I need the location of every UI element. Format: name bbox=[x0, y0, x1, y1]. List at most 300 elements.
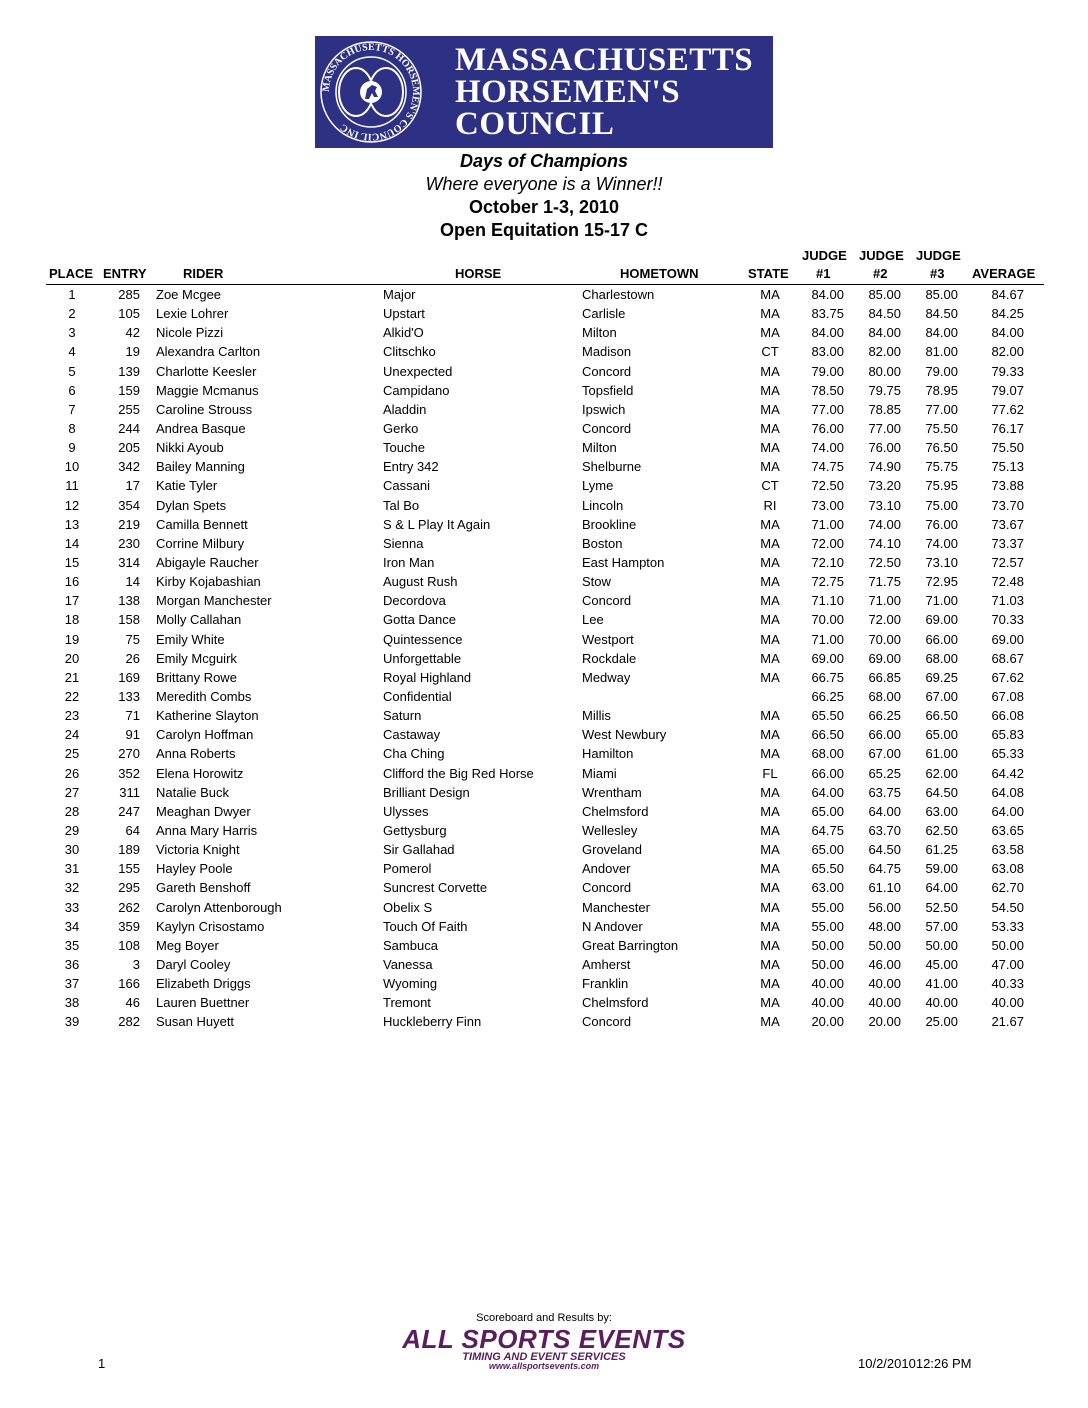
judge-1-header-top: JUDGE bbox=[802, 248, 847, 263]
judge-2-cell: 74.10 bbox=[868, 535, 901, 551]
judge-2-cell: 66.25 bbox=[868, 708, 901, 724]
table-row bbox=[0, 516, 1088, 535]
judge-1-cell: 55.00 bbox=[811, 899, 844, 915]
judge-2-cell: 40.00 bbox=[868, 976, 901, 992]
place-cell: 16 bbox=[64, 574, 80, 590]
table-row bbox=[0, 784, 1088, 803]
horse-cell: Pomerol bbox=[383, 861, 432, 877]
table-row bbox=[0, 343, 1088, 362]
rider-cell: Brittany Rowe bbox=[156, 669, 237, 685]
judge-3-cell: 63.00 bbox=[925, 803, 958, 819]
average-cell: 65.33 bbox=[991, 746, 1024, 762]
horse-cell: S & L Play It Again bbox=[383, 516, 491, 532]
table-row bbox=[0, 803, 1088, 822]
place-cell: 27 bbox=[64, 784, 80, 800]
state-cell: MA bbox=[760, 363, 780, 379]
state-cell: FL bbox=[762, 765, 778, 781]
horse-cell: Upstart bbox=[383, 306, 425, 322]
average-cell: 63.58 bbox=[991, 842, 1024, 858]
average-cell: 40.00 bbox=[991, 995, 1024, 1011]
horse-cell: Gerko bbox=[383, 420, 419, 436]
judge-1-cell: 76.00 bbox=[811, 420, 844, 436]
judge-3-cell: 71.00 bbox=[925, 593, 958, 609]
place-cell: 25 bbox=[64, 746, 80, 762]
horse-cell: Clitschko bbox=[383, 344, 436, 360]
scoreboard-credit: Scoreboard and Results by: bbox=[476, 1312, 612, 1324]
judge-2-cell: 66.00 bbox=[868, 727, 901, 743]
judge-1-cell: 40.00 bbox=[811, 976, 844, 992]
class-name: Open Equitation 15-17 C bbox=[439, 220, 649, 240]
average-cell: 63.08 bbox=[991, 861, 1024, 877]
judge-3-cell: 62.00 bbox=[925, 765, 958, 781]
judge-3-cell: 84.50 bbox=[925, 306, 958, 322]
state-cell: MA bbox=[760, 287, 780, 302]
horse-cell: Cha Ching bbox=[383, 746, 445, 762]
judge-1-cell: 20.00 bbox=[811, 1014, 844, 1030]
rider-cell: Carolyn Attenborough bbox=[156, 899, 282, 915]
average-cell: 40.33 bbox=[991, 976, 1024, 992]
rider-cell: Carolyn Hoffman bbox=[156, 727, 254, 743]
place-cell: 31 bbox=[64, 861, 80, 877]
council-seal-icon bbox=[318, 39, 424, 145]
state-cell: MA bbox=[760, 631, 780, 647]
place-cell: 29 bbox=[64, 822, 80, 838]
rider-cell: Molly Callahan bbox=[156, 612, 242, 628]
judge-3-cell: 61.25 bbox=[925, 842, 958, 858]
table-row bbox=[0, 439, 1088, 458]
horse-cell: Gotta Dance bbox=[383, 612, 456, 628]
table-row bbox=[0, 937, 1088, 956]
average-cell: 67.08 bbox=[991, 688, 1024, 704]
judge-3-cell: 76.00 bbox=[925, 516, 958, 532]
judge-2-cell: 64.50 bbox=[868, 842, 901, 858]
table-row bbox=[0, 611, 1088, 630]
horse-cell: Aladdin bbox=[383, 401, 427, 417]
seal-text: MASSACHUSETTS HORSEMEN'S COUNCIL INC bbox=[320, 41, 422, 143]
entry-cell: 71 bbox=[125, 708, 140, 724]
place-cell: 10 bbox=[64, 459, 80, 475]
hometown-cell: Chelmsford bbox=[582, 995, 649, 1011]
judge-1-cell: 40.00 bbox=[811, 995, 844, 1011]
rider-cell: Susan Huyett bbox=[156, 1014, 235, 1030]
average-cell: 84.00 bbox=[991, 325, 1024, 341]
table-row bbox=[0, 573, 1088, 592]
entry-cell: 359 bbox=[118, 918, 140, 934]
judge-2-cell: 63.75 bbox=[868, 784, 901, 800]
horse-cell: Touche bbox=[383, 440, 425, 456]
state-cell: MA bbox=[760, 516, 780, 532]
state-cell: MA bbox=[760, 746, 780, 762]
horse-cell: Suncrest Corvette bbox=[383, 880, 488, 896]
judge-2-cell: 85.00 bbox=[868, 287, 901, 302]
judge-2-cell: 71.75 bbox=[868, 574, 901, 590]
judge-1-cell: 63.00 bbox=[811, 880, 844, 896]
average-cell: 72.48 bbox=[991, 574, 1024, 590]
state-header: STATE bbox=[748, 266, 789, 281]
state-cell: MA bbox=[760, 918, 780, 934]
average-cell: 72.57 bbox=[991, 554, 1024, 570]
place-cell: 36 bbox=[64, 956, 80, 972]
horse-cell: Huckleberry Finn bbox=[383, 1014, 482, 1030]
rider-cell: Elena Horowitz bbox=[156, 765, 244, 781]
hometown-cell: Concord bbox=[582, 880, 632, 896]
rider-cell: Meredith Combs bbox=[156, 688, 252, 704]
judge-1-cell: 68.00 bbox=[811, 746, 844, 762]
entry-cell: 139 bbox=[118, 363, 140, 379]
hometown-cell: Milton bbox=[582, 440, 617, 456]
entry-cell: 3 bbox=[132, 956, 140, 972]
state-cell: RI bbox=[763, 497, 777, 513]
rider-cell: Andrea Basque bbox=[156, 420, 246, 436]
judge-1-cell: 72.10 bbox=[811, 554, 844, 570]
rider-cell: Meaghan Dwyer bbox=[156, 803, 251, 819]
rider-cell: Gareth Benshoff bbox=[156, 880, 251, 896]
judge-3-cell: 52.50 bbox=[925, 899, 958, 915]
entry-cell: 247 bbox=[118, 803, 140, 819]
judge-3-cell: 75.50 bbox=[925, 420, 958, 436]
table-row bbox=[0, 401, 1088, 420]
state-cell: CT bbox=[761, 478, 779, 494]
place-cell: 20 bbox=[64, 650, 80, 666]
hometown-cell: Chelmsford bbox=[582, 803, 649, 819]
judge-2-cell: 20.00 bbox=[868, 1014, 901, 1030]
average-cell: 79.33 bbox=[991, 363, 1024, 379]
average-cell: 62.70 bbox=[991, 880, 1024, 896]
hometown-cell: Rockdale bbox=[582, 650, 637, 666]
entry-cell: 17 bbox=[125, 478, 140, 494]
average-cell: 69.00 bbox=[991, 631, 1024, 647]
hometown-cell: Franklin bbox=[582, 976, 629, 992]
place-cell: 34 bbox=[64, 918, 80, 934]
judge-3-cell: 69.25 bbox=[925, 669, 958, 685]
judge-1-cell: 66.75 bbox=[811, 669, 844, 685]
judge-1-cell: 74.00 bbox=[811, 440, 844, 456]
place-cell: 12 bbox=[64, 497, 80, 513]
average-cell: 65.83 bbox=[991, 727, 1024, 743]
hometown-cell: Great Barrington bbox=[582, 937, 679, 953]
horse-cell: Iron Man bbox=[383, 554, 435, 570]
judge-1-header: #1 bbox=[816, 266, 831, 281]
council-logo bbox=[315, 36, 773, 148]
entry-cell: 169 bbox=[118, 669, 140, 685]
horse-cell: Confidential bbox=[383, 688, 452, 704]
horse-cell: Touch Of Faith bbox=[383, 918, 468, 934]
judge-1-cell: 74.75 bbox=[811, 459, 844, 475]
average-cell: 71.03 bbox=[991, 593, 1024, 609]
judge-2-cell: 64.00 bbox=[868, 803, 901, 819]
judge-1-cell: 66.25 bbox=[811, 688, 844, 704]
place-cell: 22 bbox=[64, 688, 80, 704]
judge-3-cell: 78.95 bbox=[925, 382, 958, 398]
entry-cell: 42 bbox=[125, 325, 140, 341]
judge-1-cell: 65.50 bbox=[811, 708, 844, 724]
average-cell: 75.13 bbox=[991, 459, 1024, 475]
place-cell: 6 bbox=[68, 382, 76, 398]
place-cell: 24 bbox=[64, 727, 80, 743]
average-cell: 70.33 bbox=[991, 612, 1024, 628]
judge-1-cell: 65.00 bbox=[811, 842, 844, 858]
judge-2-cell: 63.70 bbox=[868, 822, 901, 838]
rider-cell: Abigayle Raucher bbox=[156, 554, 259, 570]
entry-cell: 138 bbox=[118, 593, 140, 609]
table-row bbox=[0, 726, 1088, 745]
state-cell: MA bbox=[760, 976, 780, 992]
rider-cell: Katie Tyler bbox=[156, 478, 218, 494]
entry-cell: 342 bbox=[118, 459, 140, 475]
rider-cell: Elizabeth Driggs bbox=[156, 976, 251, 992]
judge-1-cell: 72.50 bbox=[811, 478, 844, 494]
event-name: Days of Champions bbox=[459, 151, 629, 171]
average-cell: 63.65 bbox=[991, 822, 1024, 838]
place-cell: 39 bbox=[64, 1014, 80, 1030]
judge-2-cell: 72.50 bbox=[868, 554, 901, 570]
state-cell: MA bbox=[760, 803, 780, 819]
place-cell: 8 bbox=[68, 420, 76, 436]
hometown-cell: Wrentham bbox=[582, 784, 642, 800]
hometown-cell: N Andover bbox=[582, 918, 643, 934]
entry-cell: 105 bbox=[118, 306, 140, 322]
rider-cell: Meg Boyer bbox=[156, 937, 219, 953]
table-row bbox=[0, 899, 1088, 918]
state-cell: MA bbox=[760, 861, 780, 877]
horse-cell: Sienna bbox=[383, 535, 424, 551]
rider-cell: Bailey Manning bbox=[156, 459, 245, 475]
judge-3-cell: 75.95 bbox=[925, 478, 958, 494]
hometown-cell: West Newbury bbox=[582, 727, 667, 743]
judge-1-cell: 50.00 bbox=[811, 937, 844, 953]
judge-1-cell: 84.00 bbox=[811, 325, 844, 341]
average-cell: 68.67 bbox=[991, 650, 1024, 666]
judge-3-cell: 74.00 bbox=[925, 535, 958, 551]
table-row bbox=[0, 631, 1088, 650]
rider-cell: Anna Mary Harris bbox=[156, 822, 258, 838]
table-row bbox=[0, 592, 1088, 611]
place-cell: 5 bbox=[68, 363, 76, 379]
entry-cell: 91 bbox=[125, 727, 140, 743]
place-cell: 11 bbox=[65, 478, 79, 494]
judge-1-cell: 64.00 bbox=[811, 784, 844, 800]
entry-cell: 14 bbox=[125, 574, 140, 590]
horse-cell: Saturn bbox=[383, 708, 422, 724]
rider-cell: Morgan Manchester bbox=[156, 593, 272, 609]
place-cell: 26 bbox=[64, 765, 80, 781]
rider-cell: Emily White bbox=[156, 631, 225, 647]
average-cell: 64.42 bbox=[991, 765, 1024, 781]
judge-1-cell: 72.75 bbox=[811, 574, 844, 590]
state-cell: MA bbox=[760, 956, 780, 972]
average-cell: 73.88 bbox=[991, 478, 1024, 494]
rider-header: RIDER bbox=[183, 266, 224, 281]
table-row bbox=[0, 822, 1088, 841]
judge-2-cell: 74.90 bbox=[868, 459, 901, 475]
average-cell: 75.50 bbox=[991, 440, 1024, 456]
place-cell: 9 bbox=[68, 440, 76, 456]
event-tagline: Where everyone is a Winner!! bbox=[425, 174, 663, 194]
judge-3-cell: 68.00 bbox=[925, 650, 958, 666]
entry-cell: 133 bbox=[118, 688, 140, 704]
judge-1-cell: 66.00 bbox=[811, 765, 844, 781]
judge-3-cell: 69.00 bbox=[925, 612, 958, 628]
place-cell: 28 bbox=[64, 803, 80, 819]
rider-cell: Daryl Cooley bbox=[156, 956, 231, 972]
council-name: MASSACHUSETTS HORSEMEN'S COUNCIL bbox=[455, 42, 754, 142]
judge-1-cell: 71.10 bbox=[811, 593, 844, 609]
hometown-cell: Madison bbox=[582, 344, 632, 360]
judge-1-cell: 71.00 bbox=[811, 516, 844, 532]
state-cell: MA bbox=[760, 554, 780, 570]
judge-3-cell: 75.75 bbox=[925, 459, 958, 475]
judge-2-cell: 79.75 bbox=[868, 382, 901, 398]
state-cell: MA bbox=[760, 899, 780, 915]
judge-3-cell: 45.00 bbox=[925, 956, 958, 972]
entry-cell: 108 bbox=[118, 937, 140, 953]
print-timestamp: 10/2/201012:26 PM bbox=[858, 1356, 972, 1371]
state-cell: MA bbox=[760, 306, 780, 322]
horse-cell: Brilliant Design bbox=[383, 784, 470, 800]
entry-cell: 270 bbox=[118, 746, 140, 762]
average-cell: 82.00 bbox=[991, 344, 1024, 360]
place-cell: 14 bbox=[64, 535, 80, 551]
judge-1-cell: 83.00 bbox=[811, 344, 844, 360]
page-number: 1 bbox=[98, 1356, 106, 1371]
judge-3-cell: 81.00 bbox=[925, 344, 958, 360]
rider-cell: Corrine Milbury bbox=[156, 535, 245, 551]
table-row bbox=[0, 477, 1088, 496]
state-cell: MA bbox=[760, 440, 780, 456]
average-cell: 64.08 bbox=[991, 784, 1024, 800]
table-row bbox=[0, 286, 1088, 305]
place-header: PLACE bbox=[49, 266, 94, 281]
state-cell: MA bbox=[760, 593, 780, 609]
table-row bbox=[0, 669, 1088, 688]
average-cell: 67.62 bbox=[991, 669, 1024, 685]
hometown-cell: Lee bbox=[582, 612, 604, 628]
place-cell: 15 bbox=[64, 554, 80, 570]
judge-3-cell: 25.00 bbox=[925, 1014, 958, 1030]
hometown-cell: Amherst bbox=[582, 956, 631, 972]
entry-cell: 159 bbox=[118, 382, 140, 398]
horse-cell: Major bbox=[383, 287, 416, 302]
judge-2-cell: 72.00 bbox=[868, 612, 901, 628]
rider-cell: Kaylyn Crisostamo bbox=[156, 918, 265, 934]
table-row bbox=[0, 688, 1088, 707]
hometown-cell: Manchester bbox=[582, 899, 650, 915]
judge-1-cell: 71.00 bbox=[811, 631, 844, 647]
judge-3-cell: 64.00 bbox=[925, 880, 958, 896]
horse-cell: Gettysburg bbox=[383, 822, 447, 838]
state-cell: MA bbox=[760, 1014, 780, 1030]
horse-cell: Campidano bbox=[383, 382, 450, 398]
hometown-cell: Hamilton bbox=[582, 746, 634, 762]
rider-cell: Kirby Kojabashian bbox=[156, 574, 261, 590]
hometown-cell: Concord bbox=[582, 593, 632, 609]
rider-cell: Nicole Pizzi bbox=[156, 325, 224, 341]
judge-2-cell: 46.00 bbox=[868, 956, 901, 972]
judge-3-cell: 84.00 bbox=[925, 325, 958, 341]
average-cell: 53.33 bbox=[991, 918, 1024, 934]
judge-3-cell: 79.00 bbox=[925, 363, 958, 379]
rider-cell: Camilla Bennett bbox=[156, 516, 248, 532]
judge-3-cell: 66.00 bbox=[925, 631, 958, 647]
horse-cell: Unforgettable bbox=[383, 650, 462, 666]
horse-cell: Alkid'O bbox=[383, 325, 424, 341]
judge-2-cell: 80.00 bbox=[868, 363, 901, 379]
state-cell: MA bbox=[760, 420, 780, 436]
judge-2-cell: 77.00 bbox=[868, 420, 901, 436]
event-header bbox=[0, 150, 1088, 242]
table-row bbox=[0, 650, 1088, 669]
judge-2-cell: 82.00 bbox=[868, 344, 901, 360]
average-cell: 84.25 bbox=[991, 306, 1024, 322]
entry-cell: 255 bbox=[118, 401, 140, 417]
brand-subtitle: TIMING AND EVENT SERVICES bbox=[462, 1351, 626, 1363]
table-row bbox=[0, 324, 1088, 343]
table-row bbox=[0, 975, 1088, 994]
judge-1-cell: 50.00 bbox=[811, 956, 844, 972]
table-row bbox=[0, 860, 1088, 879]
hometown-cell: Lyme bbox=[582, 478, 614, 494]
entry-cell: 46 bbox=[125, 995, 140, 1011]
horse-cell: Wyoming bbox=[383, 976, 438, 992]
entry-cell: 282 bbox=[118, 1014, 140, 1030]
judge-2-cell: 78.85 bbox=[868, 401, 901, 417]
rider-cell: Hayley Poole bbox=[156, 861, 233, 877]
table-row bbox=[0, 879, 1088, 898]
judge-3-cell: 40.00 bbox=[925, 995, 958, 1011]
entry-cell: 75 bbox=[125, 631, 140, 647]
place-cell: 32 bbox=[64, 880, 80, 896]
hometown-cell: Boston bbox=[582, 535, 623, 551]
state-cell: MA bbox=[760, 822, 780, 838]
state-cell: MA bbox=[760, 650, 780, 666]
rider-cell: Charlotte Keesler bbox=[156, 363, 257, 379]
average-cell: 50.00 bbox=[991, 937, 1024, 953]
place-cell: 23 bbox=[64, 708, 80, 724]
judge-3-header: #3 bbox=[930, 266, 945, 281]
rider-cell: Alexandra Carlton bbox=[156, 344, 261, 360]
judge-1-cell: 78.50 bbox=[811, 382, 844, 398]
state-cell: MA bbox=[760, 842, 780, 858]
judge-2-header: #2 bbox=[873, 266, 888, 281]
judge-2-cell: 56.00 bbox=[868, 899, 901, 915]
judge-1-cell: 64.75 bbox=[811, 822, 844, 838]
horse-cell: Unexpected bbox=[383, 363, 453, 379]
judge-3-cell: 75.00 bbox=[925, 497, 958, 513]
state-cell: MA bbox=[760, 574, 780, 590]
judge-2-cell: 76.00 bbox=[868, 440, 901, 456]
judge-2-cell: 48.00 bbox=[868, 918, 901, 934]
rider-cell: Lexie Lohrer bbox=[156, 306, 229, 322]
table-row bbox=[0, 554, 1088, 573]
place-cell: 4 bbox=[68, 344, 76, 360]
judge-3-cell: 73.10 bbox=[925, 554, 958, 570]
state-cell: MA bbox=[760, 612, 780, 628]
rider-cell: Victoria Knight bbox=[156, 842, 240, 858]
judge-2-cell: 61.10 bbox=[868, 880, 901, 896]
table-row bbox=[0, 420, 1088, 439]
entry-cell: 205 bbox=[118, 440, 140, 456]
entry-header: ENTRY bbox=[103, 266, 147, 281]
entry-cell: 285 bbox=[118, 287, 140, 302]
judge-2-cell: 70.00 bbox=[868, 631, 901, 647]
average-cell: 73.70 bbox=[991, 497, 1024, 513]
place-cell: 38 bbox=[64, 995, 80, 1011]
horse-cell: Sir Gallahad bbox=[383, 842, 455, 858]
table-row bbox=[0, 918, 1088, 937]
judge-1-cell: 69.00 bbox=[811, 650, 844, 666]
horse-cell: Entry 342 bbox=[383, 459, 439, 475]
judge-2-cell: 67.00 bbox=[868, 746, 901, 762]
